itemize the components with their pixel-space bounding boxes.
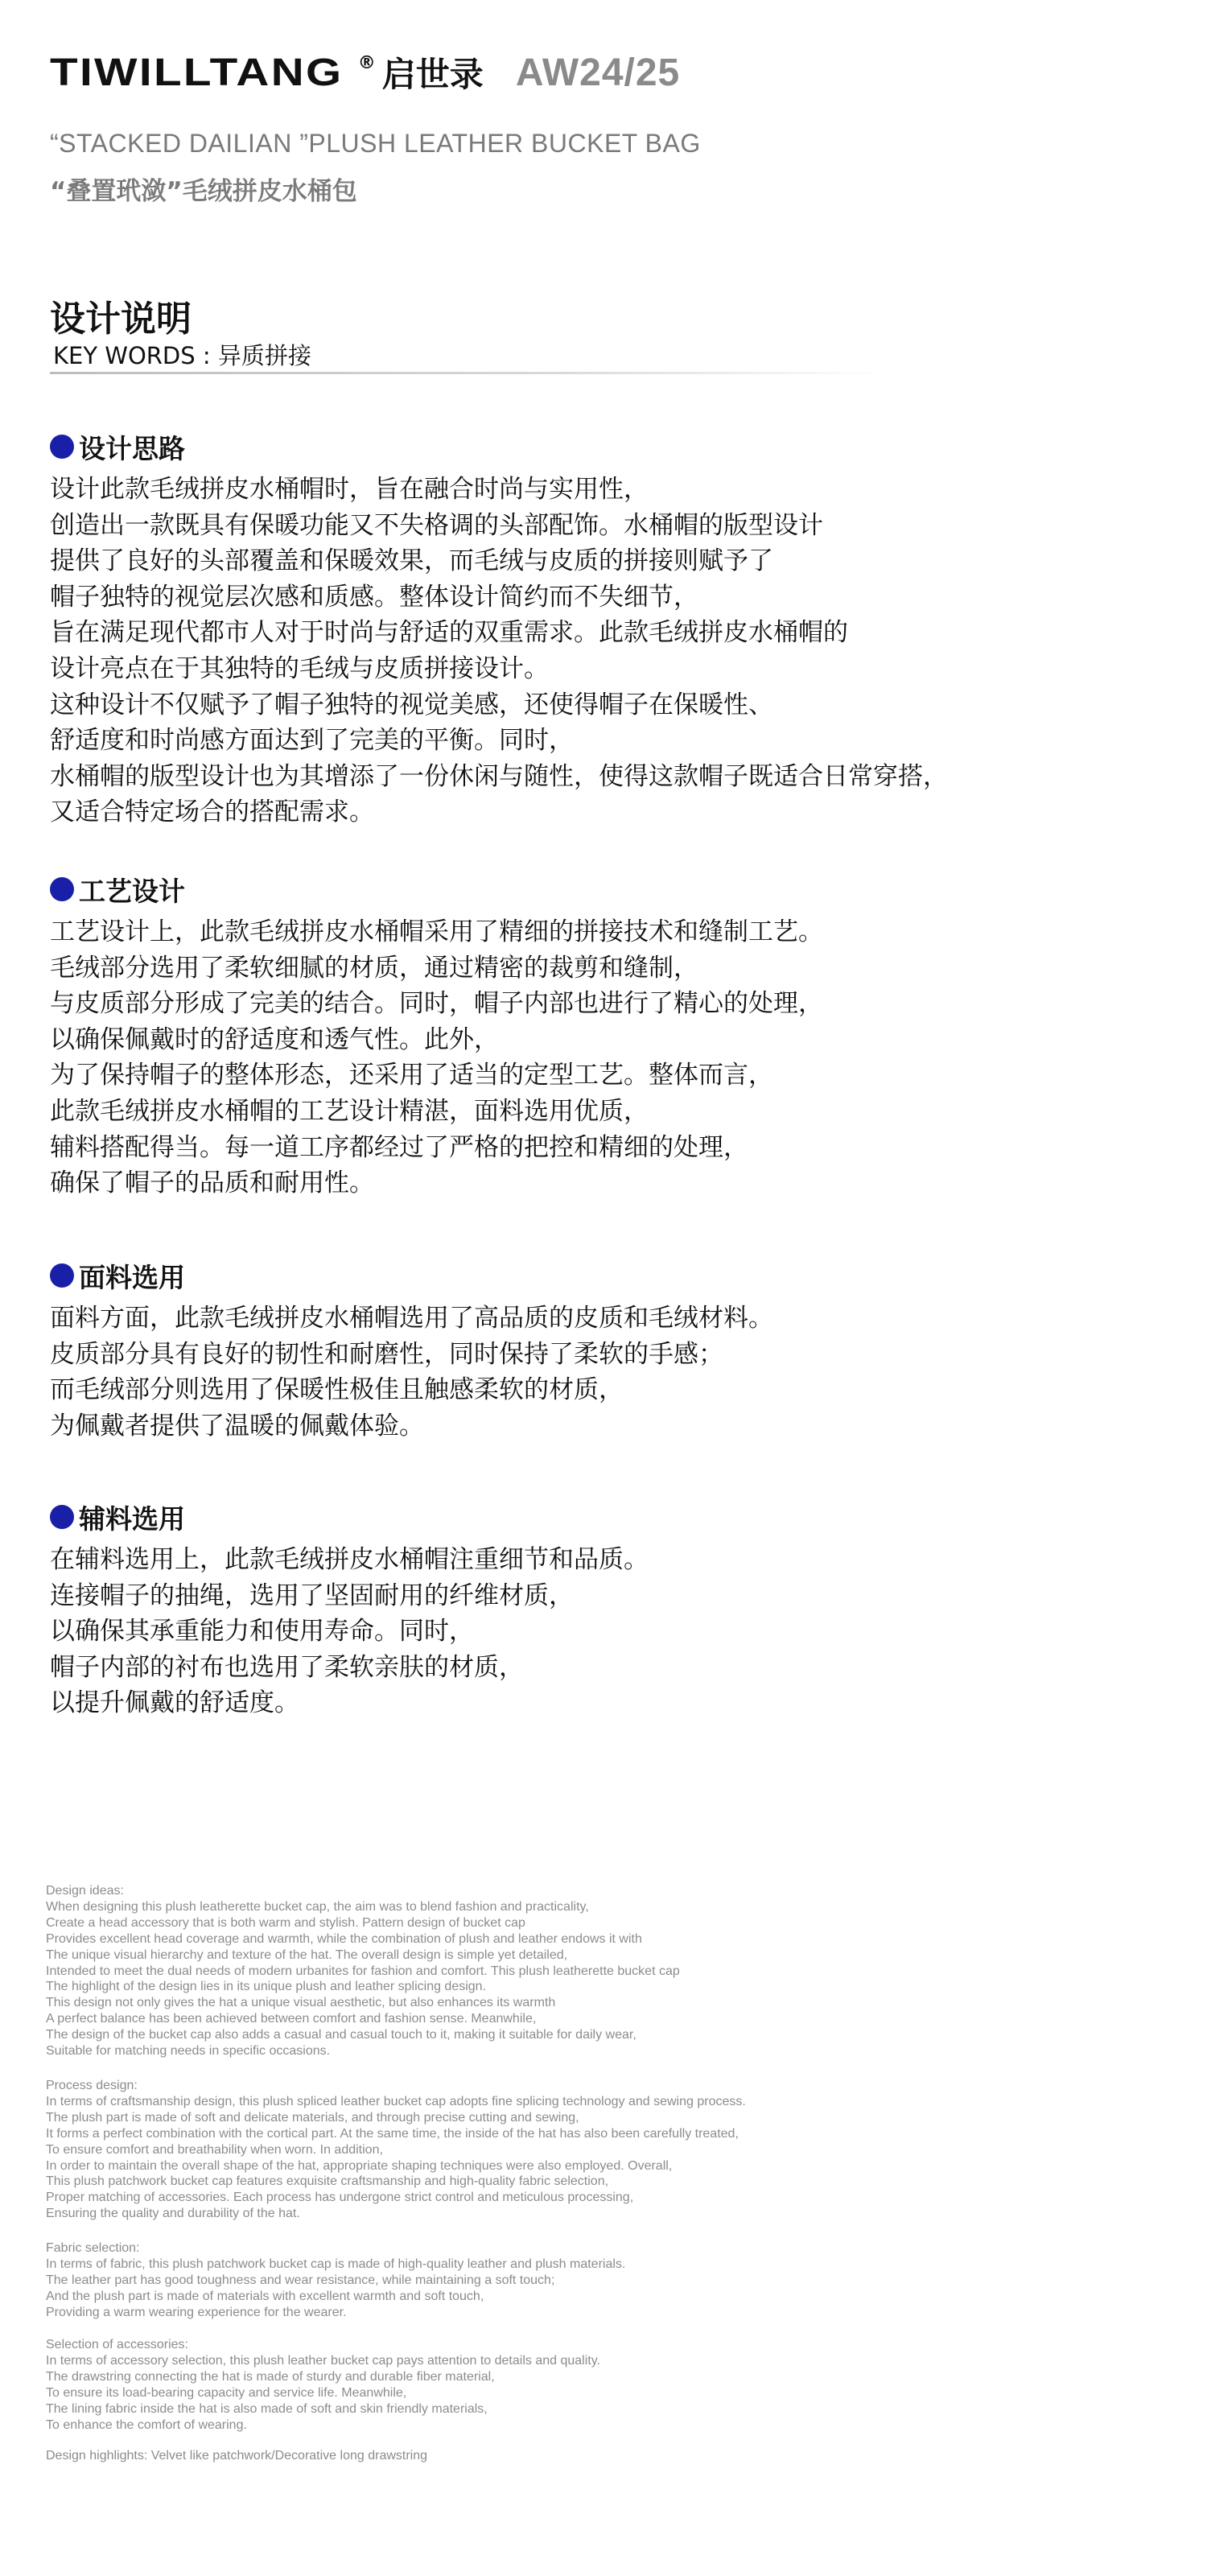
body-line: 创造出一款既具有保暖功能又不失格调的头部配饰。水桶帽的版型设计 — [50, 510, 823, 540]
en-body-line: Intended to meet the dual needs of modern urbanites for fashion and comfort. This plush leatherette bucket cap — [46, 1964, 680, 1978]
en-section-body — [46, 2257, 1011, 2321]
en-body-line: When designing this plush leatherette bucket cap, the aim was to blend fashion and practicality, — [46, 1899, 589, 1914]
en-body-line: The drawstring connecting the hat is made of sturdy and durable fiber material, — [46, 2369, 495, 2384]
body-line: 确保了帽子的品质和耐用性。 — [50, 1168, 374, 1198]
en-body-line: Providing a warm wearing experience for the wearer. — [46, 2305, 347, 2319]
en-section-fabric-selection — [46, 2240, 1011, 2321]
en-body-line: The design of the bucket cap also adds a casual and casual touch to it, making it suitable for daily wear, — [46, 2028, 636, 2042]
section-heading-label: 面料选用 — [79, 1261, 185, 1293]
en-body-line: To ensure its load-bearing capacity and service life. Meanwhile, — [46, 2385, 407, 2400]
body-line: 毛绒部分选用了柔软细腻的材质，通过精密的裁剪和缝制， — [50, 953, 698, 983]
en-body-line: In terms of craftsmanship design, this plush spliced leather bucket cap adopts fine splicing technology and sewing process. — [46, 2094, 746, 2108]
body-line: 以确保佩戴时的舒适度和透气性。此外， — [50, 1024, 499, 1054]
bullet-dot-icon — [50, 1505, 74, 1529]
en-body-line: A perfect balance has been achieved between comfort and fashion sense. Meanwhile, — [46, 2012, 537, 2026]
section-fabric-selection — [50, 1257, 1160, 1444]
body-line: 这种设计不仅赋予了帽子独特的视觉美感，还使得帽子在保暖性、 — [50, 690, 773, 719]
body-line: 设计亮点在于其独特的毛绒与皮质拼接设计。 — [50, 653, 549, 683]
en-section-design-ideas — [46, 1883, 1011, 2059]
en-body-line: The unique visual hierarchy and texture of the hat. The overall design is simple yet detailed, — [46, 1947, 568, 1962]
body-line: 在辅料选用上，此款毛绒拼皮水桶帽注重细节和品质。 — [50, 1545, 649, 1574]
en-section-heading: Selection of accessories: — [46, 2338, 188, 2351]
section-heading-label: 辅料选用 — [79, 1502, 185, 1535]
body-line: 面料方面，此款毛绒拼皮水桶帽选用了高品质的皮质和毛绒材料。 — [50, 1304, 773, 1333]
en-body-line: To ensure comfort and breathability when worn. In addition, — [46, 2142, 383, 2157]
brand-logo: TIWILLTANG — [50, 51, 344, 94]
registered-mark: ® — [357, 52, 376, 73]
en-body-line: In terms of accessory selection, this plush leather bucket cap pays attention to details and quality. — [46, 2353, 600, 2368]
design-highlights-text: Design highlights: Velvet like patchwork/Decorative long drawstring — [46, 2449, 428, 2463]
bullet-dot-icon — [50, 1263, 74, 1288]
season-label: AW24/25 — [515, 51, 681, 94]
bullet-dot-icon — [50, 877, 74, 901]
en-body-line: To enhance the comfort of wearing. — [46, 2417, 247, 2432]
body-line: 帽子独特的视觉层次感和质感。整体设计简约而不失细节， — [50, 582, 698, 612]
en-body-line: This plush patchwork bucket cap features exquisite craftsmanship and high-quality fabric selection, — [46, 2174, 609, 2189]
section-heading — [50, 1498, 1160, 1535]
body-line: 为了保持帽子的整体形态，还采用了适当的定型工艺。整体而言， — [50, 1061, 773, 1090]
design-highlights — [46, 2448, 1011, 2464]
section-accessory-selection — [50, 1498, 1160, 1721]
body-line: 为佩戴者提供了温暖的佩戴体验。 — [50, 1411, 424, 1440]
body-line: 以提升佩戴的舒适度。 — [50, 1688, 299, 1718]
product-title-en: “STACKED DAILIAN ”PLUSH LEATHER BUCKET BAG — [50, 129, 701, 158]
section-body — [50, 1300, 1160, 1444]
section-heading — [50, 1257, 1160, 1294]
en-body-line: The plush part is made of soft and delicate materials, and through precise cutting and sewing, — [46, 2110, 579, 2125]
en-section-heading: Design ideas: — [46, 1884, 124, 1898]
en-body-line: The leather part has good toughness and wear resistance, while maintaining a soft touch; — [46, 2273, 555, 2287]
en-body-line: The highlight of the design lies in its unique plush and leather splicing design. — [46, 1980, 487, 1994]
en-section-process-design — [46, 2078, 1011, 2222]
en-body-line: Provides excellent head coverage and warmth, while the combination of plush and leather endows it with — [46, 1931, 642, 1946]
en-body-line: And the plush part is made of materials with excellent warmth and soft touch, — [46, 2289, 484, 2303]
en-section-body — [46, 2353, 1011, 2434]
en-body-line: In terms of fabric, this plush patchwork bucket cap is made of high-quality leather and plush materials. — [46, 2257, 626, 2271]
body-line: 提供了良好的头部覆盖和保暖效果，而毛绒与皮质的拼接则赋予了 — [50, 546, 773, 576]
en-section-accessory-selection — [46, 2337, 1011, 2433]
en-body-line: In order to maintain the overall shape of the hat, appropriate shaping techniques were also employed. Overall, — [46, 2158, 673, 2173]
section-heading — [50, 871, 1160, 908]
section-body — [50, 1542, 1160, 1721]
body-line: 舒适度和时尚感方面达到了完美的平衡。同时， — [50, 726, 574, 756]
en-section-body — [46, 1899, 1011, 2059]
section-process-design — [50, 871, 1160, 1201]
body-line: 水桶帽的版型设计也为其增添了一份休闲与随性，使得这款帽子既适合日常穿搭， — [50, 761, 948, 791]
section-heading — [50, 428, 1160, 465]
bullet-dot-icon — [50, 435, 74, 459]
body-line: 帽子内部的衬布也选用了柔软亲肤的材质， — [50, 1652, 524, 1682]
body-line: 旨在满足现代都市人对于时尚与舒适的双重需求。此款毛绒拼皮水桶帽的 — [50, 618, 848, 648]
brand-name-cn: 启世录 — [381, 55, 484, 94]
body-line: 此款毛绒拼皮水桶帽的工艺设计精湛，面料选用优质， — [50, 1096, 649, 1126]
body-line: 设计此款毛绒拼皮水桶帽时，旨在融合时尚与实用性， — [50, 475, 649, 504]
body-line: 以确保其承重能力和使用寿命。同时， — [50, 1617, 474, 1647]
section-design-ideas — [50, 428, 1160, 831]
body-line: 辅料搭配得当。每一道工序都经过了严格的把控和精细的处理， — [50, 1132, 748, 1162]
design-notes-title: 设计说明 — [50, 299, 192, 340]
section-heading-label: 工艺设计 — [79, 875, 185, 907]
body-line: 皮质部分具有良好的韧性和耐磨性，同时保持了柔软的手感； — [50, 1339, 723, 1369]
body-line: 连接帽子的抽绳，选用了坚固耐用的纤维材质， — [50, 1581, 574, 1610]
en-section-heading: Process design: — [46, 2079, 138, 2092]
en-body-line: Proper matching of accessories. Each process has undergone strict control and meticulous processing, — [46, 2191, 634, 2205]
brand-header — [50, 47, 680, 98]
keywords-divider — [50, 372, 887, 374]
en-section-heading: Fabric selection: — [46, 2241, 140, 2255]
en-body-line: The lining fabric inside the hat is also made of soft and skin friendly materials, — [46, 2401, 488, 2416]
section-body — [50, 472, 1160, 831]
body-line: 而毛绒部分则选用了保暖性极佳且触感柔软的材质， — [50, 1375, 624, 1405]
en-body-line: Suitable for matching needs in specific occasions. — [46, 2044, 331, 2059]
en-body-line: Ensuring the quality and durability of the hat. — [46, 2207, 300, 2221]
keywords-line: KEY WORDS : 异质拼接 — [53, 342, 311, 369]
section-heading-label: 设计思路 — [79, 432, 185, 464]
product-title-cn: “叠置玳潋”毛绒拼皮水桶包 — [50, 177, 357, 206]
en-section-body — [46, 2094, 1011, 2222]
en-body-line: This design not only gives the hat a unique visual aesthetic, but also enhances its warmth — [46, 1996, 556, 2010]
en-body-line: Create a head accessory that is both warm and stylish. Pattern design of bucket cap — [46, 1915, 525, 1930]
section-body — [50, 914, 1160, 1201]
body-line: 与皮质部分形成了完美的结合。同时，帽子内部也进行了精心的处理， — [50, 989, 823, 1019]
body-line: 又适合特定场合的搭配需求。 — [50, 798, 374, 827]
en-body-line: It forms a perfect combination with the cortical part. At the same time, the inside of the hat has also been carefully treated, — [46, 2126, 739, 2141]
body-line: 工艺设计上，此款毛绒拼皮水桶帽采用了精细的拼接技术和缝制工艺。 — [50, 917, 823, 946]
